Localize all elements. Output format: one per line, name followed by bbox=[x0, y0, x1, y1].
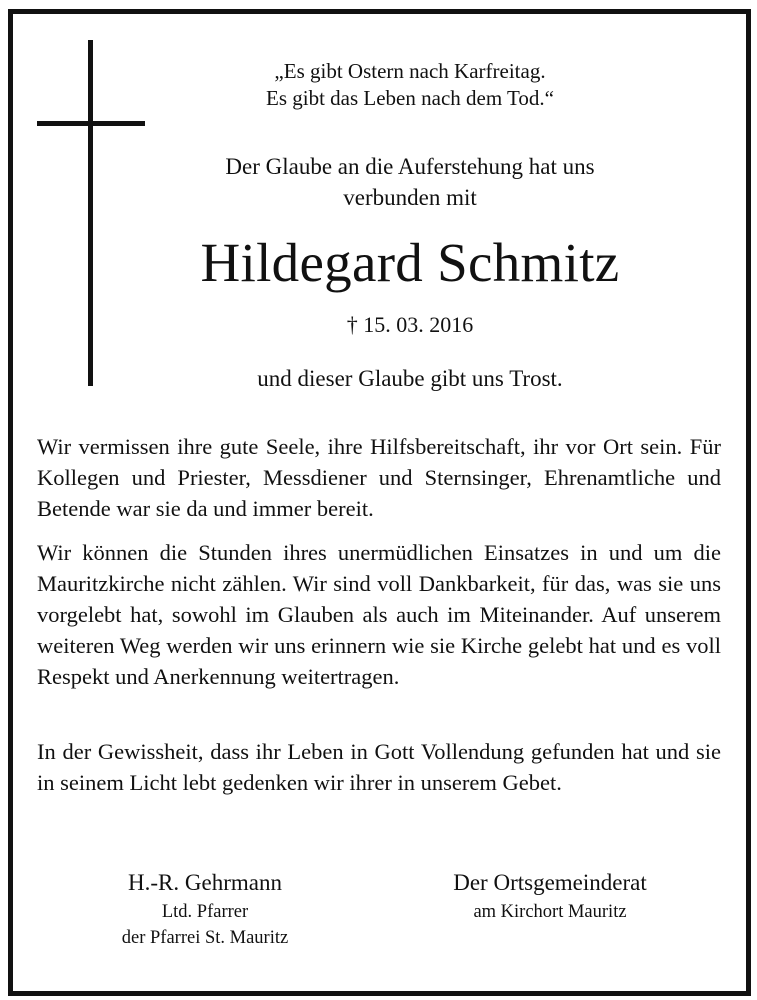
intro-line-2: verbunden mit bbox=[343, 185, 477, 210]
body-paragraph-3: In der Gewissheit, dass ihr Leben in Gott Vollendung gefunden hat und sie in seinem Licht lebt gedenken wir ihrer in unserem Gebet. bbox=[37, 739, 721, 795]
cross-icon-horizontal-bar bbox=[37, 121, 145, 126]
body-paragraph-1: Wir vermissen ihre gute Seele, ihre Hilfsbereitschaft, ihr vor Ort sein. Für Kollegen und Priester, Messdiener und Sternsinger, Ehrenamtliche und Betende war sie da und immer bereit. bbox=[37, 434, 721, 521]
intro-text bbox=[150, 151, 670, 213]
signature-left-name: H.-R. Gehrmann bbox=[128, 870, 282, 895]
body-paragraph-2: Wir können die Stunden ihres unermüdlichen Einsatzes in und um die Mauritzkirche nicht zählen. Wir sind voll Dankbarkeit, für das, was sie uns vorgelebt hat, sowohl im Glauben als auch im Miteinander. Auf unserem weiteren Weg werden wir uns erinnern wie sie Kirche gelebt hat und es voll Respekt und Anerkennung weitertragen. bbox=[37, 540, 721, 689]
comfort-line: und dieser Glaube gibt uns Trost. bbox=[257, 366, 563, 391]
deceased-name: Hildegard Schmitz bbox=[200, 232, 620, 293]
quote bbox=[150, 58, 670, 112]
signature-left-org: der Pfarrei St. Mauritz bbox=[121, 928, 289, 948]
death-date: † 15. 03. 2016 bbox=[346, 312, 474, 337]
quote-line-2: Es gibt das Leben nach dem Tod.“ bbox=[266, 86, 554, 110]
signature-right-name: Der Ortsgemeinderat bbox=[453, 870, 647, 895]
cross-icon-vertical-bar bbox=[88, 40, 93, 386]
signature-left-title: Ltd. Pfarrer bbox=[161, 902, 249, 922]
signature-right-org: am Kirchort Mauritz bbox=[473, 902, 627, 922]
signature-right bbox=[405, 866, 695, 925]
intro-line-1: Der Glaube an die Auferstehung hat uns bbox=[225, 154, 595, 179]
quote-line-1: „Es gibt Ostern nach Karfreitag. bbox=[274, 59, 546, 83]
signature-left bbox=[60, 866, 350, 951]
